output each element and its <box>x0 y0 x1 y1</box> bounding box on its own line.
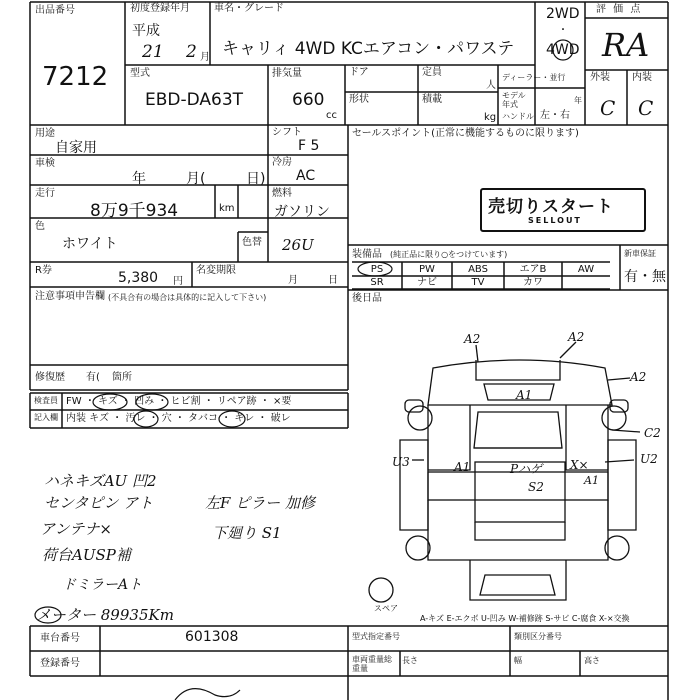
warranty-label: 新車保証 <box>624 249 656 258</box>
registration-month: 2 <box>186 42 197 62</box>
color-swap-label: 色替 <box>242 237 262 248</box>
reg-number-label: 登録番号 <box>40 658 80 669</box>
sellout-stamp <box>480 188 646 232</box>
equip-sr: SR <box>370 277 384 288</box>
inspector-label-1: 検査員 <box>34 396 58 405</box>
grade-label: 評 価 点 <box>596 4 643 15</box>
chassis-label: 車台番号 <box>40 633 80 644</box>
dealer-label: ディーラー・並行 <box>502 73 566 82</box>
mark-xx: X× <box>570 458 589 472</box>
hand-note-7: 左F ピラー 加修 <box>205 494 315 512</box>
car-name: キャリィ 4WD KCエアコン・パワステ <box>222 39 515 59</box>
displacement-value: 660 <box>292 90 325 110</box>
aircon-label: 冷房 <box>272 157 292 168</box>
stamp-sub: SELLOUT <box>528 216 582 225</box>
category-number-label: 類別区分番号 <box>514 632 562 641</box>
drive-4wd: 4WD <box>546 42 580 58</box>
name-change-month: 月 <box>288 275 298 286</box>
fuel-value: ガソリン <box>274 204 330 220</box>
mark-c2: C2 <box>644 426 661 440</box>
inspection-day: 日) <box>246 171 266 187</box>
inspector-row-1: FW ・ キズ ・ 凹み ・ ヒビ割 ・ リペア跡 ・ ×要 <box>66 396 292 407</box>
shift-label: シフト <box>272 127 302 138</box>
displacement-label: 排気量 <box>272 68 302 79</box>
color-value: ホワイト <box>62 236 118 252</box>
load-unit: kg <box>484 112 497 123</box>
model-value: EBD-DA63T <box>145 90 244 110</box>
lot-number: 7212 <box>42 62 109 92</box>
recycle-unit: 円 <box>173 276 183 287</box>
car-name-label: 車名・グレード <box>214 3 284 14</box>
equip-pw: PW <box>419 264 435 275</box>
length-label: 長さ <box>402 656 418 665</box>
mark-u2: U2 <box>640 452 658 466</box>
fuel-label: 燃料 <box>272 188 292 199</box>
chassis-value: 601308 <box>185 629 239 645</box>
name-change-label: 名変期限 <box>196 265 236 276</box>
equip-abs: ABS <box>468 264 488 275</box>
shift-value: F 5 <box>298 138 320 154</box>
doors-label: ドア <box>349 67 369 78</box>
repair-history-label: 修復歴 <box>35 372 65 383</box>
usage-label: 用途 <box>35 128 55 139</box>
warranty-value: 有・無 <box>624 269 666 285</box>
usage-value: 自家用 <box>55 140 97 156</box>
stamp-text: 売切りスタート <box>488 197 614 217</box>
car-diagram <box>369 342 640 602</box>
spare-label: スペア <box>374 604 398 613</box>
model-year-label: モデル年式 <box>502 91 526 109</box>
displacement-unit: cc <box>326 110 337 121</box>
inspector-row-2: 内装 キズ ・ 汚レ ・ 穴 ・ タバコ ・ キレ ・ 破レ <box>66 413 291 424</box>
color-label: 色 <box>35 221 45 232</box>
repair-history-value: 有( <box>86 372 100 383</box>
registration-label: 初度登録年月 <box>130 3 190 14</box>
mark-a1-right: A1 <box>584 474 599 487</box>
drive-dot: ・ <box>558 25 568 36</box>
hand-note-6: メーター 89935Km <box>36 606 174 624</box>
mileage-label: 走行 <box>35 188 55 199</box>
equip-ps: PS <box>370 264 384 275</box>
mark-u3: U3 <box>392 455 410 469</box>
recycle-label: R券 <box>35 265 52 276</box>
recycle-value: 5,380 <box>118 270 159 286</box>
mark-a2-right: A2 <box>630 370 647 384</box>
hand-note-4: 荷台AUSP補 <box>42 546 131 564</box>
hand-note-5: ドミラーAト <box>62 577 143 593</box>
equip-leather: カワ <box>523 277 543 288</box>
inspection-label: 車検 <box>35 158 55 169</box>
hand-note-1: ハネキズAU 凹2 <box>44 472 157 490</box>
hand-note-3: アンテナ× <box>40 520 112 538</box>
mark-a1-left: A1 <box>454 460 471 474</box>
model-year-unit: 年 <box>574 96 582 105</box>
shape-label: 形状 <box>349 94 369 105</box>
name-change-day: 日 <box>328 275 338 286</box>
registration-era: 平成 <box>132 23 160 39</box>
mark-s2: S2 <box>528 480 544 494</box>
equip-aw: AW <box>577 264 595 275</box>
hand-note-2: センタピン アト <box>44 494 154 512</box>
mark-a1-front: A1 <box>516 388 533 402</box>
options-label: 後日品 <box>352 293 382 304</box>
model-label: 型式 <box>130 68 150 79</box>
sales-point-label: セールスポイント(正常に機能するものに限ります) <box>352 128 579 139</box>
mileage-unit: km <box>219 203 235 214</box>
mark-panel: Pハゲ <box>510 462 543 476</box>
grade-value: RA <box>602 26 650 64</box>
exterior-label: 外装 <box>590 72 610 83</box>
registration-month-unit: 月 <box>200 52 210 63</box>
capacity-unit: 人 <box>486 80 496 91</box>
equip-navi: ナビ <box>417 277 437 288</box>
capacity-label: 定員 <box>422 67 442 78</box>
equip-airbag: エアB <box>519 264 547 275</box>
mileage-value: 8万9千934 <box>90 201 179 221</box>
exterior-grade: C <box>600 96 616 120</box>
inspection-month: 月( <box>186 171 206 187</box>
handle-label: ハンドル <box>502 112 534 121</box>
notes-sub: (不具合有の場合は具体的に記入して下さい) <box>108 293 267 302</box>
inspection-year: 年 <box>132 171 146 187</box>
height-label: 高さ <box>584 656 600 665</box>
interior-grade: C <box>638 96 654 120</box>
reg-weight-label: 車両重量総重量 <box>352 655 392 673</box>
damage-legend: A-キズ E-エクボ U-凹み W-補修跡 S-サビ C-腐食 X-×交換 <box>420 614 630 623</box>
width-label: 幅 <box>514 656 522 665</box>
color-code: 26U <box>282 236 314 254</box>
equipment-label: 装備品 <box>352 249 382 260</box>
certified-model-label: 型式指定番号 <box>352 632 400 641</box>
repair-history-suffix: 箇所 <box>112 372 132 383</box>
equip-tv: TV <box>471 277 485 288</box>
mark-a2-top-right: A2 <box>568 330 585 344</box>
drive-2wd: 2WD <box>546 6 580 22</box>
registration-year: 21 <box>142 42 164 62</box>
equipment-note: (純正品に限り○をつけています) <box>390 250 508 259</box>
load-label: 積載 <box>422 94 442 105</box>
interior-label: 内装 <box>632 72 652 83</box>
inspector-label-2: 記入欄 <box>34 413 58 422</box>
hand-note-8: 下廻り S1 <box>212 524 282 542</box>
handle-value: 左・右 <box>540 110 570 121</box>
lot-label: 出品番号 <box>35 5 75 16</box>
mark-a2-top-left: A2 <box>464 332 481 346</box>
aircon-value: AC <box>296 168 316 184</box>
notes-label: 注意事項申告欄 <box>35 291 105 302</box>
